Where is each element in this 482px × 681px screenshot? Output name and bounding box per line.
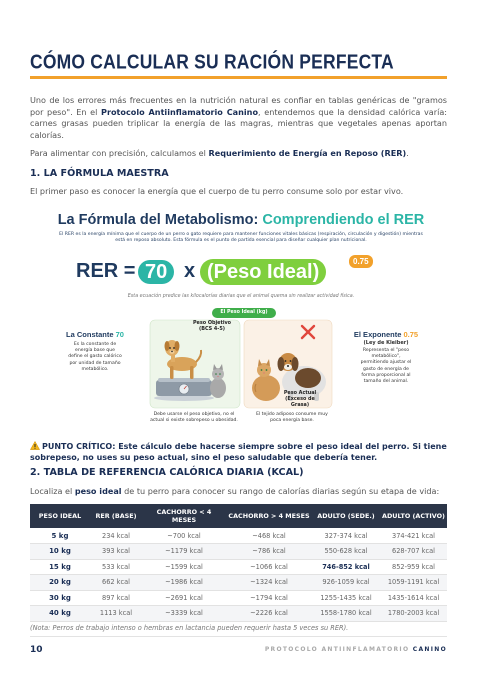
warning-icon [30, 441, 40, 450]
table-cell: ~1179 kcal [142, 544, 226, 560]
exponent-value: 0.75 [403, 330, 419, 339]
table-cell: ~700 kcal [142, 528, 226, 544]
formula-peso-ideal: (Peso Ideal) [200, 259, 326, 285]
table-cell-weight: 40 kg [30, 606, 90, 622]
table-row [30, 528, 447, 544]
table-cell-weight: 15 kg [30, 559, 90, 575]
constant-title-text: La Constante [66, 330, 116, 339]
table-cell: ~2691 kcal [142, 590, 226, 606]
table-cell: 1059-1191 kcal [380, 575, 447, 591]
footer-label-light: PROTOCOLO ANTIINFLAMATORIO [264, 646, 413, 653]
target-weight-note: Debe usarse el peso objetivo, no el actual si existe sobrepeso u obesidad. [150, 412, 238, 423]
table-cell: 1435-1614 kcal [380, 590, 447, 606]
page-number: 10 [30, 645, 43, 655]
intro-text-1: Uno de los errores más frecuentes en la nutrición natural es confiar en tablas genéricas de "gramos por peso". En el [30, 95, 447, 117]
table-cell: 628-707 kcal [380, 544, 447, 560]
infographic-title-accent: Comprendiendo el RER [262, 212, 425, 228]
section2-text [30, 486, 447, 498]
formula-exponent: 0.75 [349, 255, 373, 268]
header-rer: RER (BASE) [90, 504, 142, 528]
table-cell: 662 kcal [90, 575, 142, 591]
table-cell: 1255-1435 kcal [312, 590, 380, 606]
infographic-subtitle: El RER es la energía mínima que el cuerpo de un perro o gato requiere para mantener funciones vitales básicas (respiración, circulación y digestión) mientras está en reposo absoluto. Esta fórmula es el punto de partida esencial para diseñar cualquier plan nutricional. [59, 232, 423, 244]
table-cell-weight: 10 kg [30, 544, 90, 560]
intro-strong: Protocolo Antiinflamatorio Canino [101, 106, 259, 117]
actual-weight-label: Peso Actual (Exceso de Grasa) [283, 390, 317, 409]
section1-heading: 1. LA FÓRMULA MAESTRA [30, 168, 169, 179]
rer-strong: Requerimiento de Energía en Reposo (RER) [208, 148, 407, 158]
scale-icon [154, 378, 214, 401]
table-cell: 926-1059 kcal [312, 575, 380, 591]
table-cell: 1558-1780 kcal [312, 606, 380, 622]
table-cell: 1780-2003 kcal [380, 606, 447, 622]
header-adulto-sedentario: ADULTO (SEDE.) [312, 504, 380, 528]
section2-heading: 2. TABLA DE REFERENCIA CALÓRICA DIARIA (KCAL) [30, 467, 304, 478]
table-row [30, 544, 447, 560]
target-weight-label: Peso Objetivo (BCS 4-5) [192, 320, 232, 333]
table-cell: 374-421 kcal [380, 528, 447, 544]
formula-caption: Esta ecuación predice las kilocalorías diarias que el animal quema sin realizar actividad física. [127, 294, 355, 299]
table-cell: ~468 kcal [226, 528, 312, 544]
rer-text-1: Para alimentar con precisión, calculamos el [30, 148, 209, 158]
title-underline [30, 76, 447, 79]
table-cell: 533 kcal [90, 559, 142, 575]
table-note: (Nota: Perros de trabajo intenso o hembras en lactancia pueden requerir hasta 5 veces su RER). [30, 624, 349, 632]
table-cell: 327-374 kcal [312, 528, 380, 544]
header-cachorro-menor: CACHORRO < 4 MESES [142, 504, 226, 528]
footer-divider [30, 636, 447, 637]
rer-paragraph [30, 148, 447, 160]
footer-label-strong: CANINO [412, 646, 447, 653]
header-adulto-activo: ADULTO (ACTIVO) [380, 504, 447, 528]
section2-text-1: Localiza el [30, 486, 75, 496]
header-peso-ideal: PESO IDEAL [30, 504, 90, 528]
table-cell: ~1794 kcal [226, 590, 312, 606]
section1-text: El primer paso es conocer la energía que el cuerpo de tu perro consume solo por estar vivo. [30, 186, 404, 196]
calorie-reference-table [30, 504, 447, 622]
intro-paragraph [30, 95, 447, 141]
table-row [30, 606, 447, 622]
table-row [30, 559, 447, 575]
infographic-title-main: La Fórmula del Metabolismo: [57, 212, 263, 228]
table-row [30, 590, 447, 606]
table-cell: 897 kcal [90, 590, 142, 606]
table-cell: ~1599 kcal [142, 559, 226, 575]
infographic-title [54, 212, 428, 228]
table-cell: 393 kcal [90, 544, 142, 560]
rer-formula [54, 258, 428, 294]
table-cell: ~786 kcal [226, 544, 312, 560]
table-cell-weight: 30 kg [30, 590, 90, 606]
table-header-row [30, 504, 447, 528]
table-cell: ~1986 kcal [142, 575, 226, 591]
constant-value: 70 [115, 330, 124, 339]
table-cell: ~2226 kcal [226, 606, 312, 622]
table-cell: ~1066 kcal [226, 559, 312, 575]
table-cell: 1113 kcal [90, 606, 142, 622]
actual-weight-note: El tejido adiposo consume muy poca energía base. [256, 412, 328, 423]
critical-warning [30, 441, 447, 464]
section2-strong: peso ideal [74, 486, 122, 496]
formula-rer: RER = [76, 260, 136, 282]
table-cell: ~1324 kcal [226, 575, 312, 591]
table-cell: 234 kcal [90, 528, 142, 544]
peso-ideal-pill: El Peso Ideal (kg) [212, 308, 276, 318]
header-cachorro-mayor: CACHORRO > 4 MESES [226, 504, 312, 528]
rer-text-2: . [406, 148, 409, 158]
table-cell: 746-852 kcal [312, 559, 380, 575]
page-title: CÓMO CALCULAR SU RACIÓN PERFECTA [30, 50, 394, 73]
warning-text: PUNTO CRÍTICO: Este cálculo debe hacerse siempre sobre el peso ideal del perro. Si tiene sobrepeso, no uses su peso actual, sino el peso saludable que debería tener. [30, 442, 447, 463]
table-cell: 852-959 kcal [380, 559, 447, 575]
formula-multiply: x [184, 260, 196, 282]
exponent-title [344, 330, 428, 339]
constant-text: Es la constante de energía base que define el gasto calórico por unidad de tamaño metabólico. [68, 342, 122, 372]
table-row [30, 575, 447, 591]
rer-infographic [54, 212, 428, 434]
exponent-title-text: El Exponente [353, 330, 404, 339]
intro-text-2: , entendemos que la densidad calórica varía: carnes grasas pueden triplicar la energía de las magras, mientras que vegetales apenas aportan calorías. [30, 106, 448, 140]
table-cell-weight: 20 kg [30, 575, 90, 591]
formula-constant: 70 [138, 260, 174, 284]
exponent-text: Representa el "peso metabólico", permitiendo ajustar el gasto de energía de forma proporcional al tamaño del animal. [360, 348, 412, 385]
section2-text-2: de tu perro para conocer su rango de calorías diarias según su etapa de vida: [121, 486, 440, 496]
footer-label [265, 646, 447, 653]
constant-title [54, 330, 136, 339]
table-cell-weight: 5 kg [30, 528, 90, 544]
table-cell: ~3339 kcal [142, 606, 226, 622]
exponent-subtitle: (Ley de Kleiber) [363, 340, 409, 346]
table-cell: 550-628 kcal [312, 544, 380, 560]
